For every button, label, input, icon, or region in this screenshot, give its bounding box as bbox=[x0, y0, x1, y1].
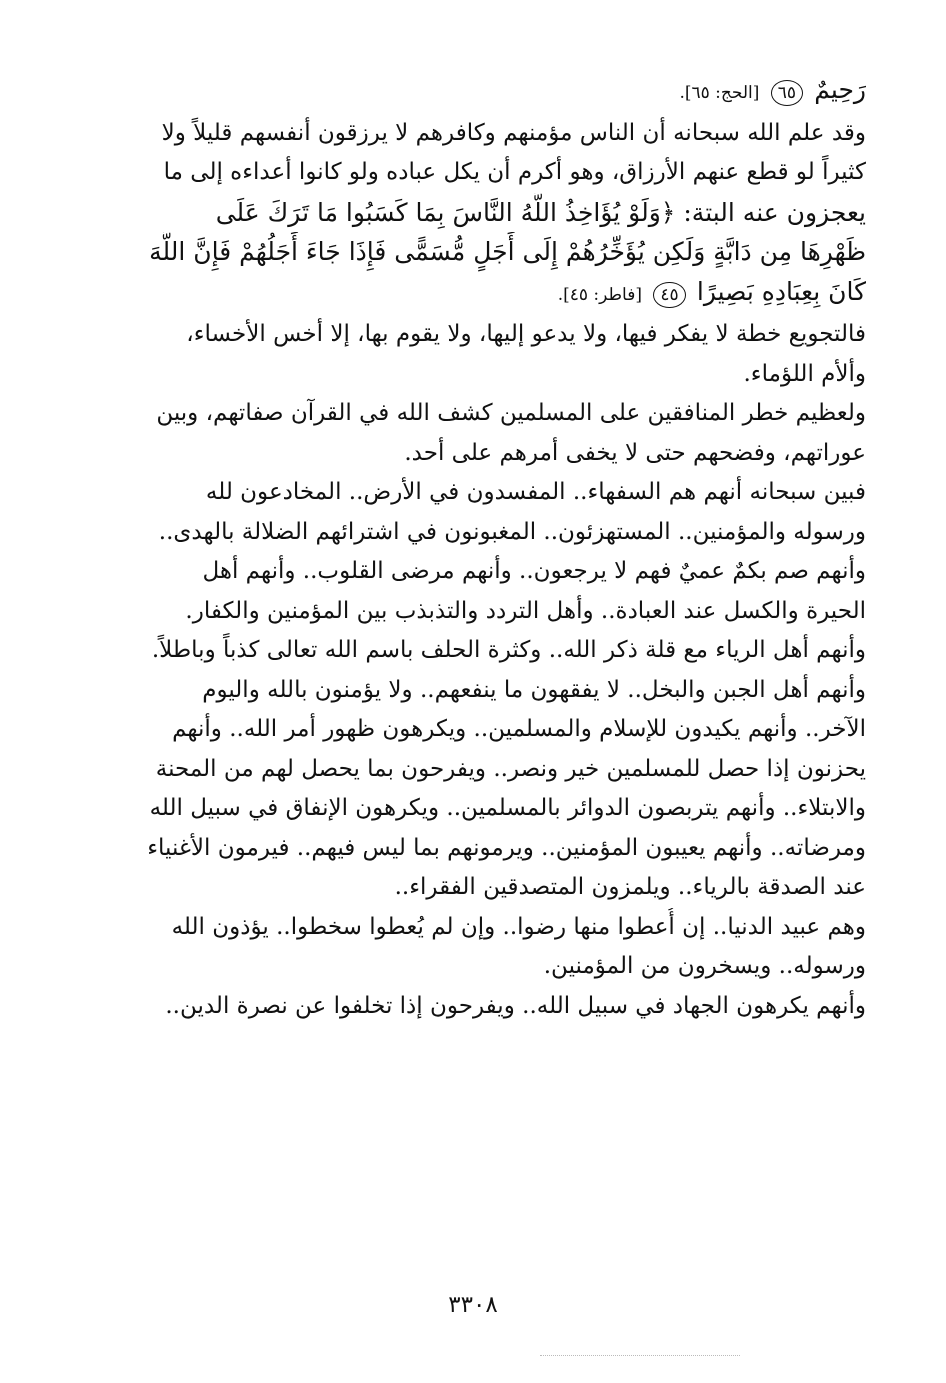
text-line: الحيرة والكسل عند العبادة.. وأهل التردد والتذبذب بين المؤمنين والكفار. bbox=[185, 597, 866, 624]
text-line: عند الصدقة بالرياء.. ويلمزون المتصدقين الفقراء.. bbox=[394, 874, 866, 900]
text-line: وأنهم أهل الرياء مع قلة ذكر الله.. وكثرة الحلف باسم الله تعالى كذباً وباطلاً. bbox=[151, 637, 866, 663]
text-line: والابتلاء.. وأنهم يتربصون الدوائر بالمسلمين.. ويكرهون الإنفاق في سبيل الله bbox=[149, 795, 866, 821]
verse-reference: [فاطر: ٤٥]. bbox=[557, 284, 642, 305]
text-line: ورسوله.. ويسخرون من المؤمنين. bbox=[543, 953, 866, 979]
paragraph-8 bbox=[80, 987, 866, 1027]
ayah-number-marker: ٦٥ bbox=[771, 80, 803, 106]
verse-closing-line bbox=[80, 272, 866, 316]
text-line: كثيراً لو قطع عنهم الأرزاق، وهو أكرم أن يكل عباده ولو كانوا أعداءه إلى ما bbox=[163, 159, 866, 185]
ayah-number-marker: ٤٥ bbox=[653, 282, 685, 308]
text-line: الآخر.. وأنهم يكيدون للإسلام والمسلمين.. ويكرهون ظهور أمر الله.. وأنهم bbox=[172, 716, 866, 742]
quran-verse-tail: رَحِيمٌ bbox=[814, 75, 866, 104]
quran-text-line: يعجزون عنه البتة: ﴿وَلَوْ يُؤَاخِذُ اللَّهُ النَّاسَ بِمَا كَسَبُوا مَا تَرَكَ عَلَى bbox=[215, 197, 866, 227]
text-line: ومرضاته.. وأنهم يعيبون المؤمنين.. ويرمونهم بما ليس فيهم.. فيرمون الأغنياء bbox=[147, 834, 866, 861]
text-line: يحزنون إذا حصل للمسلمين خير ونصر.. ويفرحون بما يحصل لهم من المحنة bbox=[155, 755, 866, 782]
page-body bbox=[80, 70, 866, 1026]
paragraph-4 bbox=[80, 473, 866, 631]
quran-text-line: ظَهْرِهَا مِن دَابَّةٍ وَلَكِن يُؤَخِّرُهُمْ إِلَى أَجَلٍ مُّسَمًّى فَإِذَا جَاءَ أَجَلُهُمْ فَإِنَّ اللَّهَ bbox=[149, 237, 866, 266]
text-line: فبين سبحانه أنهم هم السفهاء.. المفسدون في الأرض.. المخادعون لله bbox=[205, 479, 866, 505]
text-line: وألأم اللؤماء. bbox=[743, 360, 866, 387]
paragraph-7 bbox=[80, 908, 866, 987]
text-line: وقد علم الله سبحانه أن الناس مؤمنهم وكافرهم لا يرزقون أنفسهم قليلاً ولا bbox=[161, 119, 866, 146]
paragraph-2 bbox=[80, 315, 866, 394]
bottom-divider bbox=[540, 1355, 740, 1356]
text-line: ولعظيم خطر المنافقين على المسلمين كشف الله في القرآن صفاتهم، وبين bbox=[156, 400, 866, 426]
paragraph-3 bbox=[80, 394, 866, 473]
paragraph-6 bbox=[80, 671, 866, 908]
verse-reference: [الحج: ٦٥]. bbox=[679, 83, 760, 103]
header-verse-line bbox=[80, 70, 866, 114]
text-line: وأنهم أهل الجبن والبخل.. لا يفقهون ما ينفعهم.. ولا يؤمنون بالله واليوم bbox=[202, 676, 866, 703]
paragraph-5 bbox=[80, 631, 866, 671]
text-line: فالتجويع خطة لا يفكر فيها، ولا يدعو إليها، ولا يقوم بها، إلا أخس الأخساء، bbox=[186, 321, 866, 347]
paragraph-1 bbox=[80, 114, 866, 316]
text-line: وأنهم صم بكمٌ عميٌ فهم لا يرجعون.. وأنهم مرضى القلوب.. وأنهم أهل bbox=[202, 558, 866, 584]
text-line: وهم عبيد الدنيا.. إن أُعطوا منها رضوا.. وإن لم يُعطوا سخطوا.. يؤذون الله bbox=[171, 913, 866, 940]
text-line: وأنهم يكرهون الجهاد في سبيل الله.. ويفرحون إذا تخلفوا عن نصرة الدين.. bbox=[165, 992, 866, 1019]
page-number: ٣٣٠٨ bbox=[448, 1292, 498, 1318]
quran-verse-tail: كَانَ بِعِبَادِهِ بَصِيرًا bbox=[696, 276, 866, 306]
text-line: عوراتهم، وفضحهم حتى لا يخفى أمرهم على أحد. bbox=[404, 439, 866, 466]
text-line: ورسوله والمؤمنين.. المستهزئون.. المغبونون في اشترائهم الضلالة بالهدى.. bbox=[158, 518, 866, 545]
